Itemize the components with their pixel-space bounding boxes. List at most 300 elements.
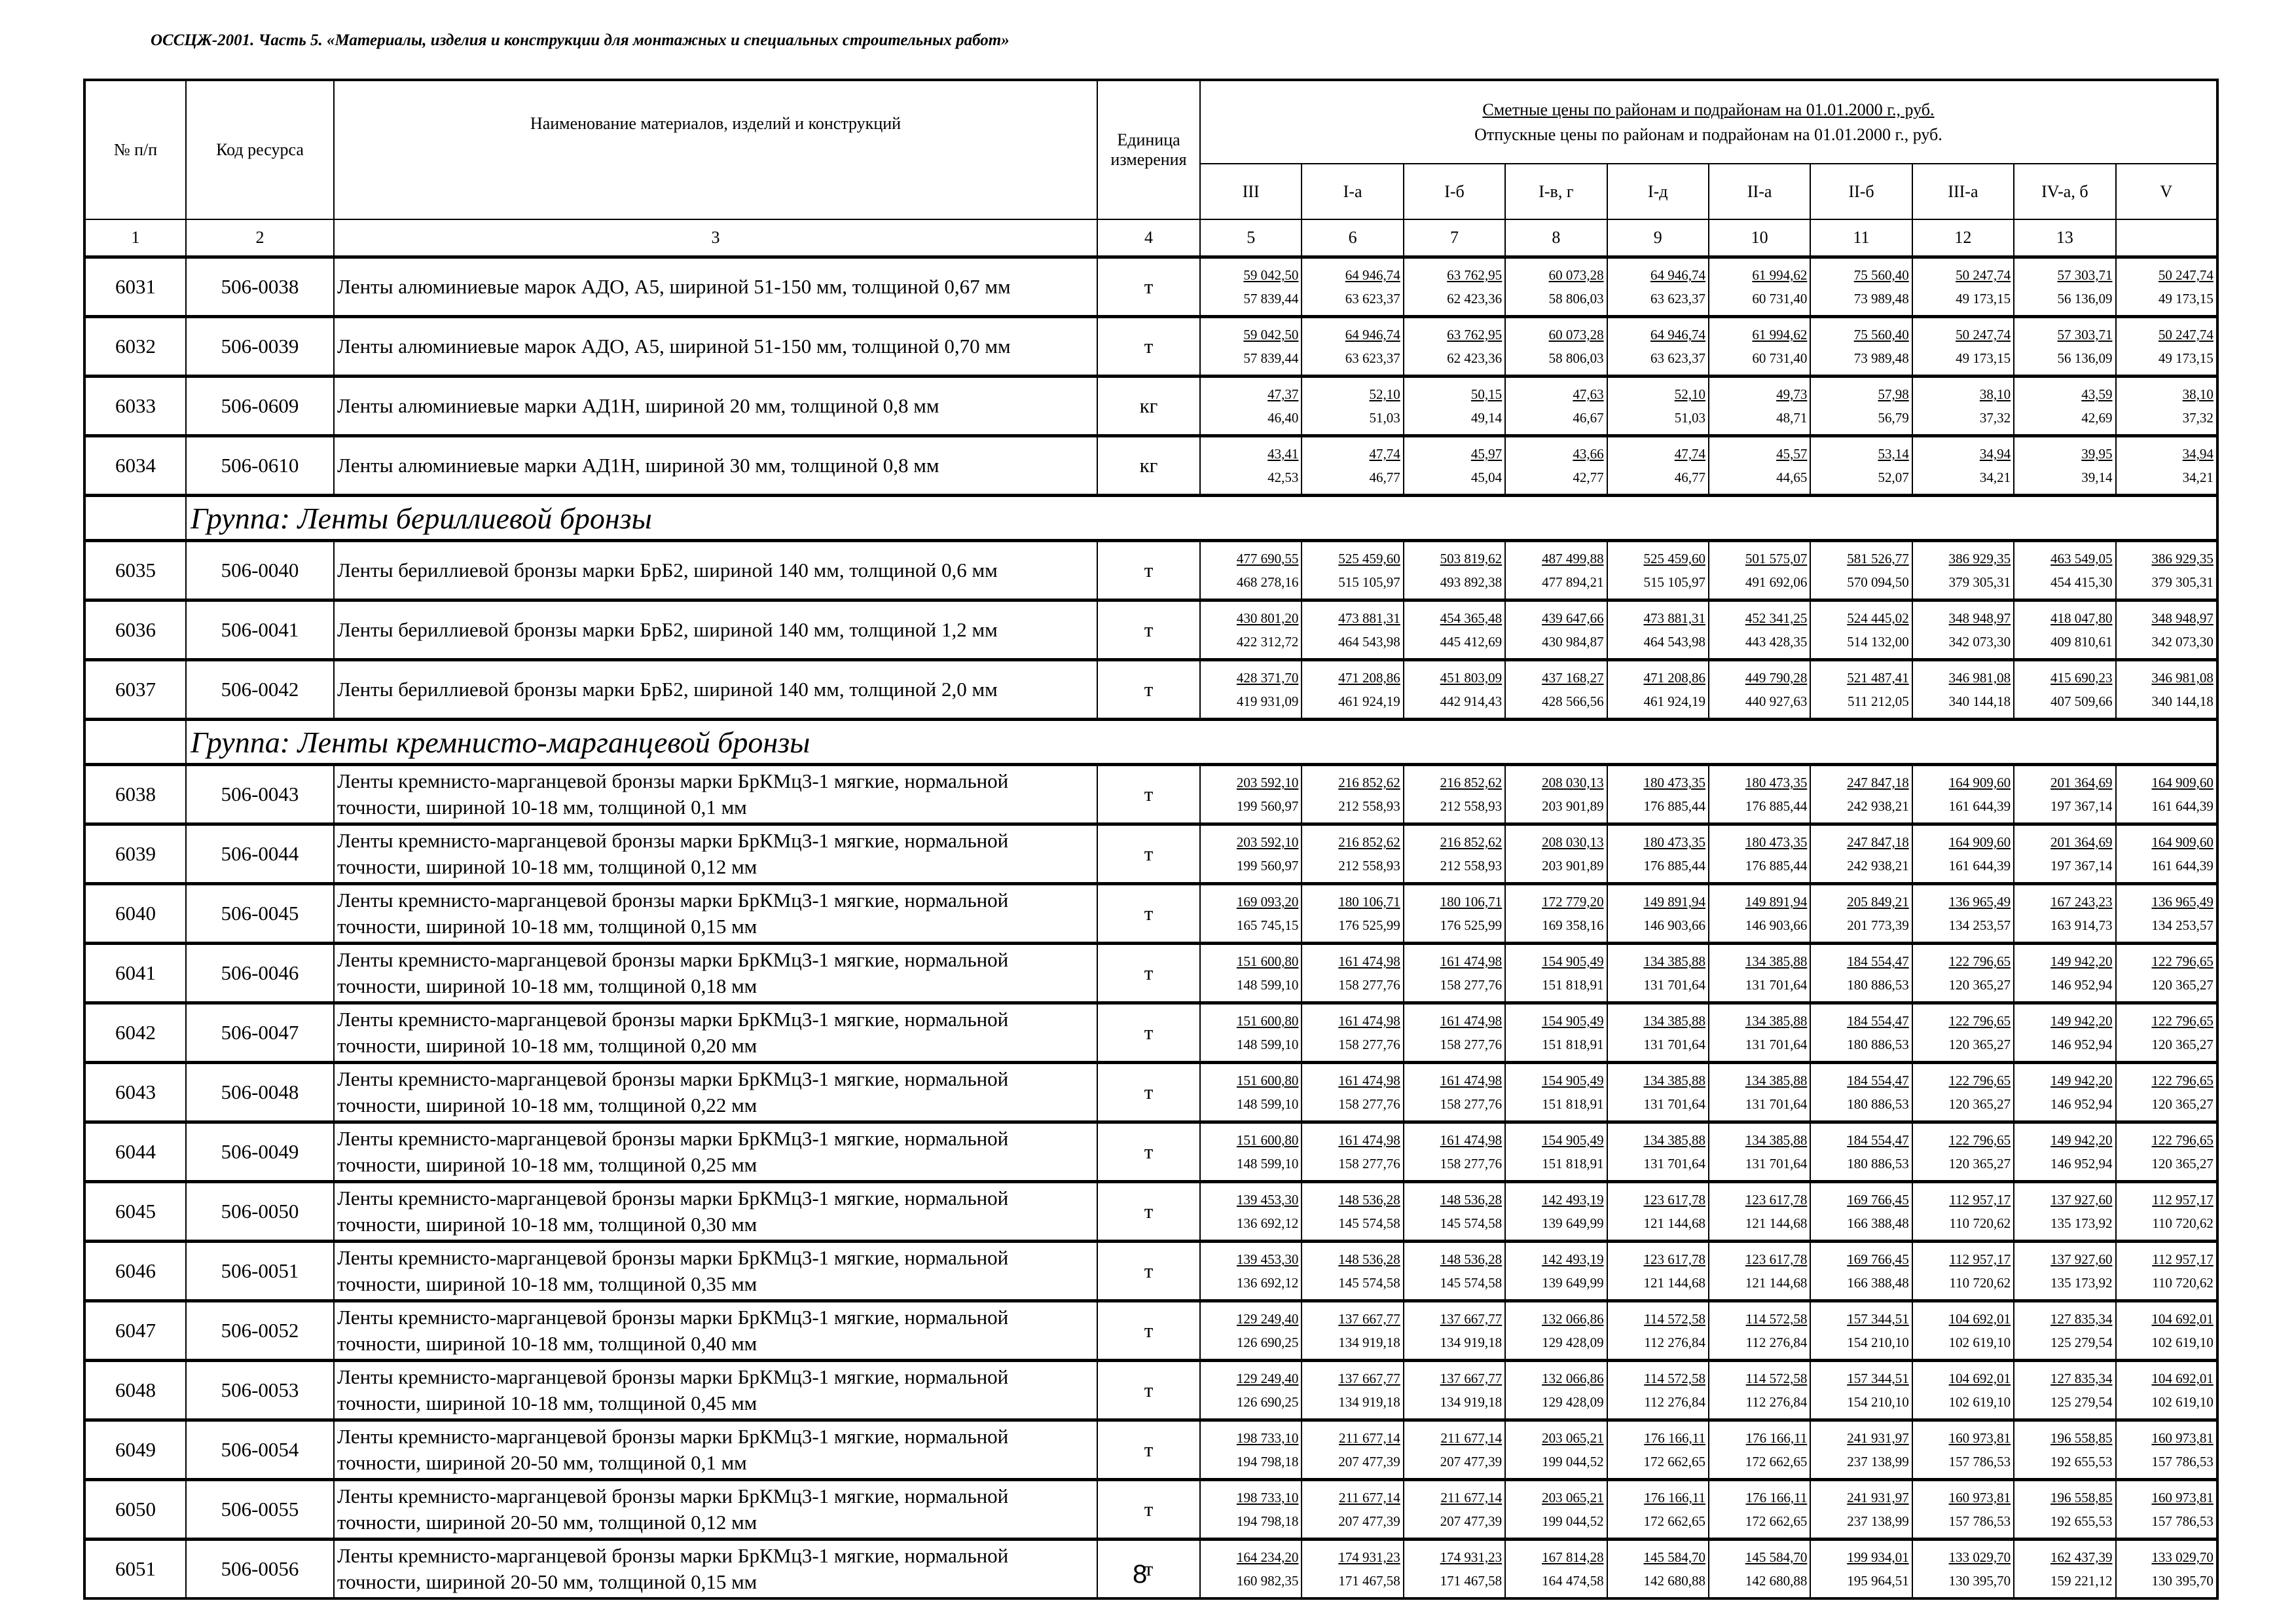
release-price: 112 276,84 [1745,1394,1808,1410]
price-cell [1810,317,1912,377]
price-cell [1302,824,1403,884]
price-cell [2116,1242,2217,1301]
estimated-price: 45,97 [1470,446,1503,462]
release-price: 161 644,39 [2151,858,2214,874]
estimated-price: 180 473,35 [1745,834,1808,850]
price-cell [1709,600,1810,660]
estimated-price: 134 385,88 [1643,953,1705,969]
estimated-price: 201 364,69 [2050,775,2113,790]
release-price: 515 105,97 [1338,574,1400,590]
column-number: 10 [1709,219,1810,257]
release-price: 51,03 [1369,410,1400,426]
release-price: 237 138,99 [1847,1454,1909,1469]
price-cell [2116,824,2217,884]
unit-of-measure: т [1097,1301,1200,1361]
release-price: 176 525,99 [1440,917,1503,933]
release-price: 120 365,27 [2151,1156,2214,1172]
row-number: 6048 [84,1361,186,1420]
estimated-price: 122 796,65 [1948,1073,2011,1088]
price-cell [1607,436,1709,496]
release-price: 146 952,94 [2050,1037,2113,1052]
release-price: 131 701,64 [1643,1096,1705,1112]
price-cell [1810,1063,1912,1122]
price-cell [1302,1301,1403,1361]
price-cell [1505,1122,1607,1182]
unit-of-measure: т [1097,1122,1200,1182]
release-price: 477 894,21 [1542,574,1604,590]
release-price: 126 690,25 [1236,1394,1299,1410]
table-row [84,317,2217,377]
material-name: Ленты кремнисто-марганцевой бронзы марки БрКМц3-1 мягкие, нормальной точности, шириной 10-18 мм, толщиной 0,18 мм [334,944,1097,1003]
price-cell [1607,1301,1709,1361]
estimated-price: 43,66 [1573,446,1604,462]
price-cell [1709,1003,1810,1063]
row-number: 6031 [84,257,186,317]
price-cell [1912,1480,2014,1540]
price-cell [2116,377,2217,436]
estimated-price: 203 592,10 [1236,775,1299,790]
estimated-price: 50 247,74 [1956,327,2011,342]
estimated-price: 136 965,49 [2151,894,2214,910]
price-cell [1912,1122,2014,1182]
price-cell [2116,436,2217,496]
estimated-price: 415 690,23 [2050,670,2113,686]
estimated-price: 487 499,88 [1542,551,1604,566]
price-cell [1302,1480,1403,1540]
release-price: 199 044,52 [1542,1513,1604,1529]
price-cell [1810,600,1912,660]
header-region: I-б [1404,164,1505,219]
release-price: 157 786,53 [2151,1513,2214,1529]
price-cell [1810,1540,1912,1599]
table-row [84,1063,2217,1122]
price-cell [2014,660,2115,720]
row-number: 6040 [84,884,186,944]
release-price: 145 574,58 [1338,1275,1400,1291]
release-price: 56 136,09 [2057,291,2113,306]
release-price: 161 644,39 [1948,798,2011,814]
estimated-price: 137 667,77 [1440,1311,1503,1327]
estimated-price: 122 796,65 [2151,1132,2214,1148]
unit-of-measure: т [1097,1480,1200,1540]
price-cell [1912,1301,2014,1361]
estimated-price: 52,10 [1674,386,1705,402]
release-price: 57 839,44 [1243,291,1299,306]
resource-code: 506-0041 [186,600,334,660]
price-cell [1607,1122,1709,1182]
release-price: 73 989,48 [1853,350,1909,366]
release-price: 34,21 [1979,470,2011,485]
estimated-price: 122 796,65 [1948,1132,2011,1148]
release-price: 166 388,48 [1847,1275,1909,1291]
price-cell [1302,1361,1403,1420]
release-price: 461 924,19 [1338,693,1400,709]
release-price: 379 305,31 [1948,574,2011,590]
release-price: 422 312,72 [1236,634,1299,650]
estimated-price: 57,98 [1878,386,1909,402]
release-price: 158 277,76 [1440,977,1503,993]
release-price: 158 277,76 [1338,1096,1400,1112]
price-cell [1912,600,2014,660]
price-cell [1404,824,1505,884]
estimated-price: 151 600,80 [1236,953,1299,969]
price-cell [1505,377,1607,436]
estimated-price: 129 249,40 [1236,1311,1299,1327]
header-num: № п/п [84,80,186,219]
estimated-price: 61 994,62 [1752,327,1808,342]
price-cell [1404,257,1505,317]
release-price: 176 885,44 [1643,798,1705,814]
estimated-price: 430 801,20 [1236,610,1299,626]
release-price: 172 662,65 [1643,1454,1705,1469]
price-cell [1404,765,1505,824]
resource-code: 506-0048 [186,1063,334,1122]
estimated-price: 463 549,05 [2050,551,2113,566]
estimated-price: 53,14 [1878,446,1909,462]
estimated-price: 184 554,47 [1847,1013,1909,1029]
release-price: 148 599,10 [1236,1096,1299,1112]
group-title: Группа: Ленты кремнисто-марганцевой бронзы [186,720,2217,765]
estimated-price: 525 459,60 [1643,551,1705,566]
price-cell [1404,1301,1505,1361]
estimated-price: 75 560,40 [1853,327,1909,342]
release-price: 134 919,18 [1440,1335,1503,1350]
price-cell [1505,1301,1607,1361]
price-cell [1709,541,1810,600]
price-cell [1810,377,1912,436]
price-cell [1200,1063,1302,1122]
price-cell [1505,944,1607,1003]
price-cell [2014,257,2115,317]
release-price: 169 358,16 [1542,917,1604,933]
release-price: 121 144,68 [1643,1275,1705,1291]
header-code: Код ресурса [186,80,334,219]
release-price: 42,69 [2081,410,2113,426]
estimated-price: 346 981,08 [1948,670,2011,686]
column-number: 8 [1505,219,1607,257]
table-row [84,884,2217,944]
price-cell [1404,1420,1505,1480]
estimated-price: 134 385,88 [1745,1073,1808,1088]
release-price: 409 810,61 [2050,634,2113,650]
price-cell [1200,436,1302,496]
release-price: 120 365,27 [2151,1037,2214,1052]
price-cell [1709,1301,1810,1361]
price-cell [1709,1242,1810,1301]
price-cell [1505,600,1607,660]
estimated-price: 59 042,50 [1243,327,1299,342]
release-price: 131 701,64 [1643,1156,1705,1172]
estimated-price: 104 692,01 [1948,1371,2011,1386]
material-name: Ленты бериллиевой бронзы марки БрБ2, шириной 140 мм, толщиной 0,6 мм [334,541,1097,600]
estimated-price: 52,10 [1369,386,1400,402]
estimated-price: 180 473,35 [1643,775,1705,790]
release-price: 34,21 [2182,470,2214,485]
price-cell [1912,944,2014,1003]
release-price: 60 731,40 [1752,291,1808,306]
estimated-price: 211 677,14 [1339,1430,1400,1446]
unit-of-measure: т [1097,884,1200,944]
row-number: 6043 [84,1063,186,1122]
release-price: 62 423,36 [1447,350,1503,366]
price-cell [1302,1003,1403,1063]
price-cell [1505,824,1607,884]
row-number: 6050 [84,1480,186,1540]
estimated-price: 180 473,35 [1745,775,1808,790]
estimated-price: 154 905,49 [1542,953,1604,969]
estimated-price: 176 166,11 [1644,1490,1705,1505]
estimated-price: 50 247,74 [2158,267,2214,283]
estimated-price: 449 790,28 [1745,670,1808,686]
material-name: Ленты кремнисто-марганцевой бронзы марки БрКМц3-1 мягкие, нормальной точности, шириной 10-18 мм, толщиной 0,1 мм [334,765,1097,824]
resource-code: 506-0045 [186,884,334,944]
estimated-price: 203 592,10 [1236,834,1299,850]
release-price: 58 806,03 [1548,291,1604,306]
estimated-price: 454 365,48 [1440,610,1503,626]
price-cell [1302,257,1403,317]
release-price: 120 365,27 [2151,977,2214,993]
release-price: 151 818,91 [1542,1037,1604,1052]
price-cell [2014,317,2115,377]
estimated-price: 203 065,21 [1542,1430,1604,1446]
header-region: V [2116,164,2217,219]
estimated-price: 473 881,31 [1338,610,1400,626]
release-price: 134 919,18 [1338,1335,1400,1350]
estimated-price: 164 234,20 [1236,1549,1299,1565]
price-cell [1302,541,1403,600]
price-cell [2116,257,2217,317]
row-number: 6041 [84,944,186,1003]
estimated-price: 137 667,77 [1338,1311,1400,1327]
price-cell [1810,257,1912,317]
estimated-price: 47,74 [1674,446,1705,462]
release-price: 134 919,18 [1338,1394,1400,1410]
material-name: Ленты кремнисто-марганцевой бронзы марки БрКМц3-1 мягкие, нормальной точности, шириной 10-18 мм, толщиной 0,25 мм [334,1122,1097,1182]
release-price: 461 924,19 [1643,693,1705,709]
price-cell [1505,317,1607,377]
price-cell [1505,257,1607,317]
estimated-price: 247 847,18 [1847,834,1909,850]
release-price: 199 044,52 [1542,1454,1604,1469]
release-price: 176 885,44 [1745,858,1808,874]
price-cell [1505,1182,1607,1242]
estimated-price: 122 796,65 [1948,953,2011,969]
release-price: 134 253,57 [2151,917,2214,933]
price-cell [1200,765,1302,824]
price-cell [1810,1242,1912,1301]
release-price: 207 477,39 [1440,1513,1503,1529]
price-cell [1505,884,1607,944]
estimated-price: 154 905,49 [1542,1013,1604,1029]
resource-code: 506-0610 [186,436,334,496]
price-cell [2014,600,2115,660]
estimated-price: 137 667,77 [1440,1371,1503,1386]
estimated-price: 211 677,14 [1339,1490,1400,1505]
price-cell [1709,317,1810,377]
price-cell [1302,1063,1403,1122]
price-cell [2116,1063,2217,1122]
estimated-price: 133 029,70 [1948,1549,2011,1565]
page-number: 8 [1133,1560,1148,1589]
release-price: 242 938,21 [1847,798,1909,814]
release-price: 151 818,91 [1542,1096,1604,1112]
price-cell [1607,765,1709,824]
release-price: 419 931,09 [1236,693,1299,709]
price-cell [1912,317,2014,377]
price-cell [1505,541,1607,600]
price-cell [1912,660,2014,720]
release-price: 407 509,66 [2050,693,2113,709]
estimated-price: 39,95 [2081,446,2113,462]
release-price: 194 798,18 [1236,1454,1299,1469]
release-price: 171 467,58 [1338,1573,1400,1589]
price-cell [2116,660,2217,720]
release-price: 163 914,73 [2050,917,2113,933]
resource-code: 506-0040 [186,541,334,600]
material-name: Ленты кремнисто-марганцевой бронзы марки БрКМц3-1 мягкие, нормальной точности, шириной 20-50 мм, толщиной 0,1 мм [334,1420,1097,1480]
estimated-price: 386 929,35 [2151,551,2214,566]
estimated-price: 452 341,25 [1745,610,1808,626]
estimated-price: 437 168,27 [1542,670,1604,686]
price-cell [1302,600,1403,660]
price-cell [1709,257,1810,317]
estimated-price: 164 909,60 [1948,775,2011,790]
estimated-price: 471 208,86 [1338,670,1400,686]
unit-of-measure: т [1097,257,1200,317]
price-cell [1912,884,2014,944]
resource-code: 506-0038 [186,257,334,317]
header-prices [1200,80,2217,164]
price-cell [1912,377,2014,436]
group-title: Группа: Ленты бериллиевой бронзы [186,496,2217,541]
estimated-price: 134 385,88 [1745,953,1808,969]
estimated-price: 137 927,60 [2050,1251,2113,1267]
estimated-price: 161 474,98 [1440,1132,1503,1148]
estimated-price: 104 692,01 [2151,1311,2214,1327]
price-cell [1607,541,1709,600]
price-cell [1200,1480,1302,1540]
material-name: Ленты кремнисто-марганцевой бронзы марки БрКМц3-1 мягкие, нормальной точности, шириной 20-50 мм, толщиной 0,12 мм [334,1480,1097,1540]
release-price: 212 558,93 [1338,858,1400,874]
release-price: 159 221,12 [2050,1573,2113,1589]
release-price: 197 367,14 [2050,858,2113,874]
estimated-price: 139 453,30 [1236,1251,1299,1267]
estimated-price: 201 364,69 [2050,834,2113,850]
estimated-price: 134 385,88 [1643,1013,1705,1029]
material-name: Ленты кремнисто-марганцевой бронзы марки БрКМц3-1 мягкие, нормальной точности, шириной 10-18 мм, толщиной 0,12 мм [334,824,1097,884]
price-cell [1709,436,1810,496]
release-price: 148 599,10 [1236,977,1299,993]
price-cell [1607,944,1709,1003]
table-row [84,377,2217,436]
price-cell [1505,436,1607,496]
release-price: 102 619,10 [1948,1335,2011,1350]
estimated-price: 47,63 [1573,386,1604,402]
estimated-price: 47,37 [1267,386,1299,402]
price-cell [1505,660,1607,720]
estimated-price: 63 762,95 [1447,267,1503,283]
release-price: 192 655,53 [2050,1513,2113,1529]
release-price: 126 690,25 [1236,1335,1299,1350]
estimated-price: 127 835,34 [2050,1371,2113,1386]
table-row [84,1003,2217,1063]
estimated-price: 161 474,98 [1338,1013,1400,1029]
release-price: 158 277,76 [1440,1096,1503,1112]
release-price: 158 277,76 [1440,1156,1503,1172]
release-price: 342 073,30 [1948,634,2011,650]
estimated-price: 439 647,66 [1542,610,1604,626]
release-price: 454 415,30 [2050,574,2113,590]
release-price: 493 892,38 [1440,574,1503,590]
table-row [84,1122,2217,1182]
release-price: 154 210,10 [1847,1394,1909,1410]
release-price: 120 365,27 [1948,977,2011,993]
table-row [84,1420,2217,1480]
price-cell [1709,944,1810,1003]
estimated-price: 161 474,98 [1338,953,1400,969]
release-price: 511 212,05 [1848,693,1909,709]
price-cell [2014,1301,2115,1361]
estimated-price: 503 819,62 [1440,551,1503,566]
unit-of-measure: т [1097,660,1200,720]
price-cell [1912,1003,2014,1063]
price-cell [1607,660,1709,720]
estimated-price: 60 073,28 [1548,327,1604,342]
estimated-price: 145 584,70 [1643,1549,1705,1565]
estimated-price: 216 852,62 [1440,834,1503,850]
estimated-price: 145 584,70 [1745,1549,1808,1565]
release-price: 161 644,39 [2151,798,2214,814]
estimated-price: 112 957,17 [2152,1192,2214,1208]
release-price: 180 886,53 [1847,1156,1909,1172]
estimated-price: 184 554,47 [1847,953,1909,969]
release-price: 102 619,10 [2151,1335,2214,1350]
estimated-price: 161 474,98 [1338,1073,1400,1088]
unit-of-measure: т [1097,541,1200,600]
price-cell [1810,1003,1912,1063]
price-cell [1912,824,2014,884]
estimated-price: 172 779,20 [1542,894,1604,910]
header-region: II-а [1709,164,1810,219]
estimated-price: 428 371,70 [1236,670,1299,686]
header-region: I-в, г [1505,164,1607,219]
release-price: 201 773,39 [1847,917,1909,933]
release-price: 146 903,66 [1745,917,1808,933]
release-price: 145 574,58 [1440,1215,1503,1231]
price-cell [2116,1003,2217,1063]
header-region: I-а [1302,164,1403,219]
release-price: 151 818,91 [1542,977,1604,993]
price-cell [1810,1122,1912,1182]
release-price: 120 365,27 [2151,1096,2214,1112]
release-price: 212 558,93 [1440,858,1503,874]
table-row [84,765,2217,824]
price-cell [1302,884,1403,944]
price-cell [1912,765,2014,824]
price-cell [2014,377,2115,436]
estimated-price: 57 303,71 [2057,267,2113,283]
release-price: 468 278,16 [1236,574,1299,590]
column-number: 13 [2014,219,2115,257]
release-price: 180 886,53 [1847,1037,1909,1052]
release-price: 176 885,44 [1643,858,1705,874]
estimated-price: 132 066,86 [1542,1371,1604,1386]
price-cell [2116,317,2217,377]
table-row [84,660,2217,720]
row-number: 6047 [84,1301,186,1361]
unit-of-measure: т [1097,1063,1200,1122]
row-number: 6033 [84,377,186,436]
